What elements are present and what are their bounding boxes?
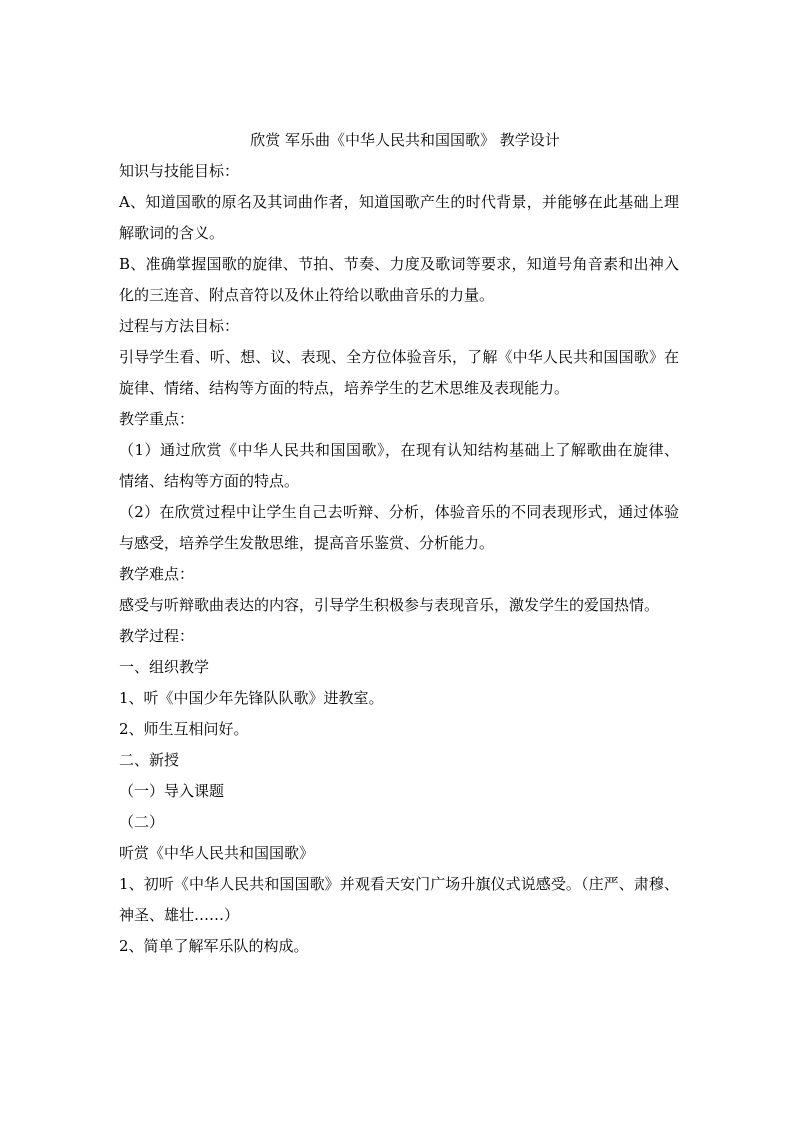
subsection-intro: （一）导入课题: [119, 782, 225, 800]
step-2-greeting: 2、师生互相问好。: [119, 720, 249, 738]
heading-knowledge-goals: 知识与技能目标：: [119, 162, 240, 180]
listening-heading: 听赏《中华人民共和国国歌》: [119, 844, 315, 862]
section-organize: 一、组织教学: [119, 658, 210, 676]
heading-teaching-process: 教学过程：: [119, 627, 195, 645]
paragraph-process-goals: 引导学生看、听、想、议、表现、全方位体验音乐，了解《中华人民共和国国歌》在旋律、情绪、结构等方面的特点，培养学生的艺术思维及表现能力。: [119, 348, 679, 397]
paragraph-key-point-1: （1）通过欣赏《中华人民共和国国歌》，在现有认知结构基础上了解歌曲在旋律、 情绪、结构等方面的特点。: [119, 441, 679, 490]
document-body: [119, 125, 679, 962]
paragraph-goal-a: A、知道国歌的原名及其词曲作者，知道国歌产生的时代背景，并能够在此基础上理解歌词的含义。: [119, 193, 679, 242]
paragraph-goal-b: B、准确掌握国歌的旋律、节拍、节奏、力度及歌词等要求，知道号角音素和出神入化的三连音、附点音符以及休止符给以歌曲音乐的力量。: [119, 255, 679, 304]
heading-difficulties: 教学难点：: [119, 565, 195, 583]
document-title: 欣赏 军乐曲《中华人民共和国国歌》 教学设计: [250, 131, 560, 149]
heading-process-goals: 过程与方法目标：: [119, 317, 240, 335]
subsection-two: （二）: [119, 813, 165, 831]
paragraph-difficulties: 感受与听辩歌曲表达的内容，引导学生积极参与表现音乐，激发学生的爱国热情。: [119, 596, 660, 614]
listening-step-2: 2、简单了解军乐队的构成。: [119, 937, 309, 955]
heading-key-points: 教学重点：: [119, 410, 195, 428]
step-1-enter-classroom: 1、听《中国少年先锋队队歌》进教室。: [119, 689, 384, 707]
section-new-lesson: 二、新授: [119, 751, 180, 769]
paragraph-key-point-2: （2）在欣赏过程中让学生自己去听辩、分析，体验音乐的不同表现形式，通过体验 与感受，培养学生发散思维，提高音乐鉴赏、分析能力。: [119, 503, 679, 552]
listening-step-1: 1、初听《中华人民共和国国歌》并观看天安门广场升旗仪式说感受。（庄严、肃穆、神圣、雄壮……）: [119, 875, 679, 924]
